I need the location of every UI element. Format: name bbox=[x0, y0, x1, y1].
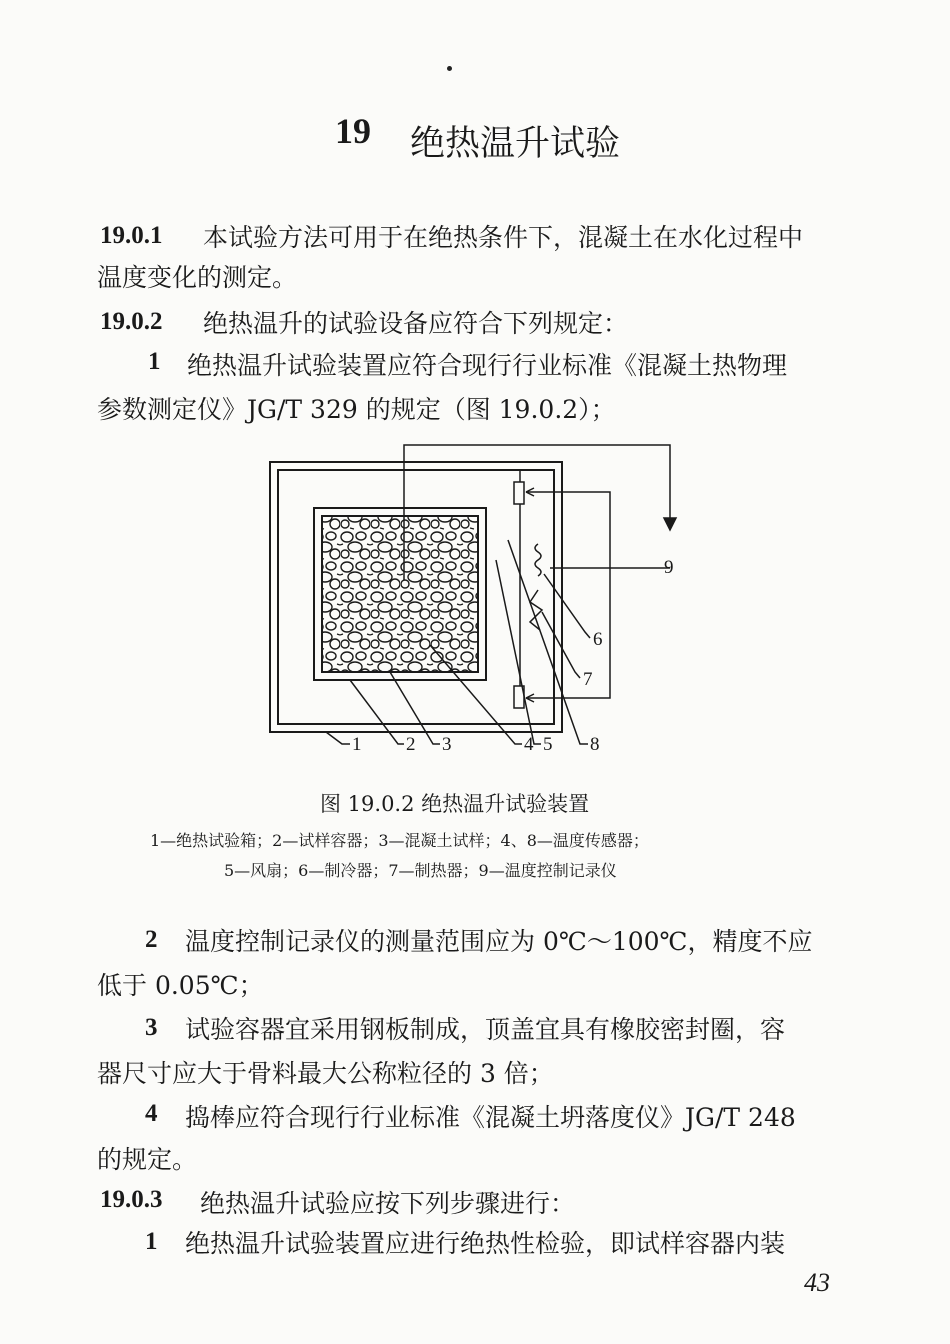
ink-dot bbox=[447, 66, 452, 71]
label-2: 2 bbox=[406, 734, 416, 755]
section-number-1902: 19.0.2 bbox=[100, 308, 163, 335]
section-1902-text: 绝热温升的试验设备应符合下列规定： bbox=[203, 309, 629, 338]
item-1-number: 1 bbox=[148, 348, 161, 375]
section-number-1901: 19.0.1 bbox=[100, 222, 163, 249]
figure-caption: 图 19.0.2 绝热温升试验装置 bbox=[320, 792, 590, 816]
item-2-number: 2 bbox=[145, 926, 158, 953]
item-1-line1: 绝热温升试验装置应符合现行行业标准《混凝土热物理 bbox=[187, 351, 788, 380]
item-3-line2: 器尺寸应大于骨料最大公称粒径的 3 倍； bbox=[97, 1059, 554, 1088]
sample-container bbox=[314, 508, 486, 680]
label-9: 9 bbox=[664, 557, 674, 578]
item-4-line1: 捣棒应符合现行行业标准《混凝土坍落度仪》JG/T 248 bbox=[185, 1103, 796, 1132]
label-6: 6 bbox=[593, 629, 603, 650]
label-1: 1 bbox=[352, 734, 362, 755]
item-2-line1: 温度控制记录仪的测量范围应为 0℃～100℃，精度不应 bbox=[185, 927, 813, 956]
item-2-line2: 低于 0.05℃； bbox=[97, 971, 264, 1000]
label-7: 7 bbox=[583, 669, 593, 690]
section-1901-line1: 本试验方法可用于在绝热条件下，混凝土在水化过程中 bbox=[203, 223, 804, 252]
label-8: 8 bbox=[590, 734, 600, 755]
section-number-1903: 19.0.3 bbox=[100, 1186, 163, 1213]
page-number: 43 bbox=[804, 1268, 830, 1297]
label-5: 5 bbox=[543, 734, 553, 755]
item-4-line2: 的规定。 bbox=[97, 1145, 198, 1174]
chapter-title: 绝热温升试验 bbox=[410, 124, 621, 164]
item-1-line2: 参数测定仪》JG/T 329 的规定（图 19.0.2）； bbox=[97, 395, 616, 424]
label-4: 4 bbox=[524, 734, 534, 755]
section-1901-line2: 温度变化的测定。 bbox=[97, 263, 298, 292]
figure-19-0-2-diagram bbox=[250, 440, 720, 770]
section-1903-text: 绝热温升试验应按下列步骤进行： bbox=[200, 1189, 576, 1218]
label-3: 3 bbox=[442, 734, 452, 755]
item-4-number: 4 bbox=[145, 1100, 158, 1127]
step-1-number: 1 bbox=[145, 1228, 158, 1255]
chapter-number: 19 bbox=[335, 111, 371, 151]
step-1-line1: 绝热温升试验装置应进行绝热性检验，即试样容器内装 bbox=[185, 1229, 786, 1258]
figure-legend-line1: 1—绝热试验箱；2—试样容器；3—混凝土试样；4、8—温度传感器； bbox=[150, 831, 649, 850]
item-3-number: 3 bbox=[145, 1014, 158, 1041]
figure-legend-line2: 5—风扇；6—制冷器；7—制热器；9—温度控制记录仪 bbox=[224, 861, 617, 880]
item-3-line1: 试验容器宜采用钢板制成，顶盖宜具有橡胶密封圈，容 bbox=[185, 1015, 786, 1044]
